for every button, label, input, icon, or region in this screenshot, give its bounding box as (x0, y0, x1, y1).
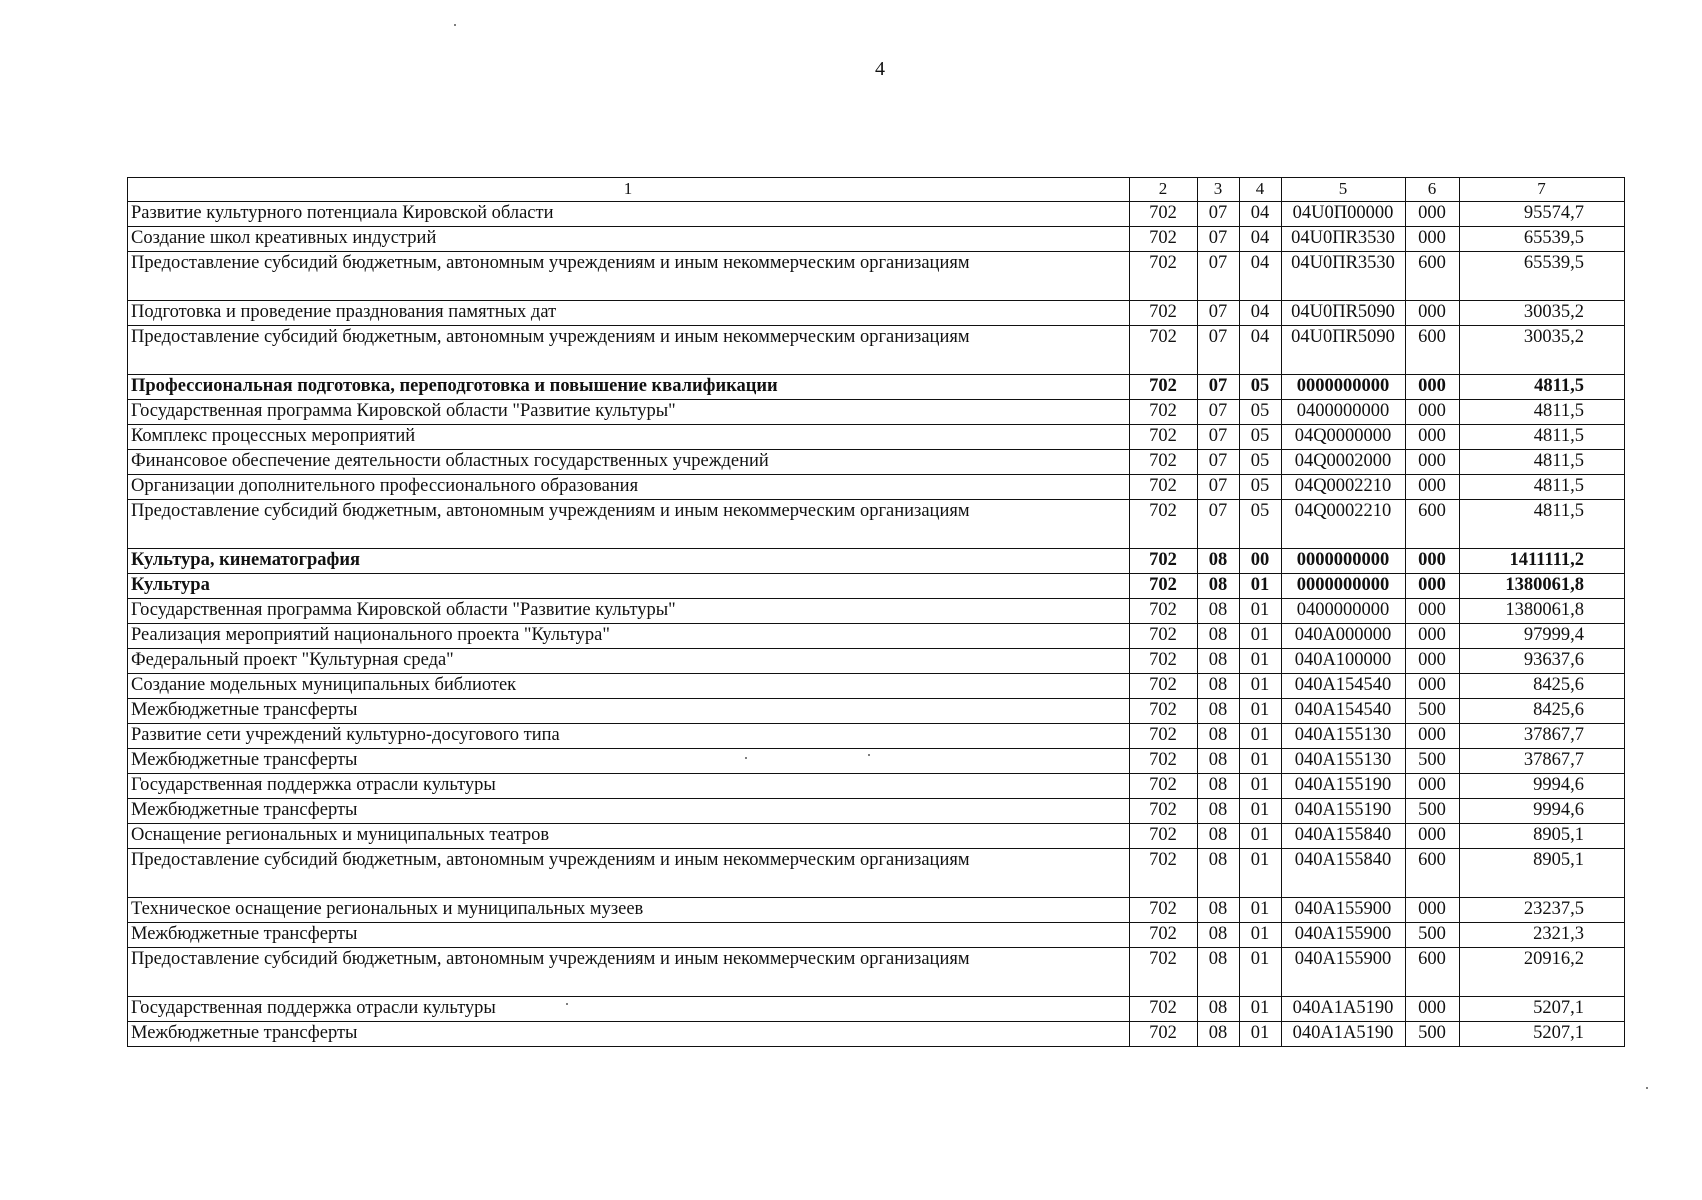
cell-col2: 702 (1130, 724, 1198, 749)
cell-col4: 04 (1240, 326, 1282, 375)
cell-col5: 040A000000 (1282, 624, 1406, 649)
cell-col2: 702 (1130, 948, 1198, 997)
cell-name: Государственная поддержка отрасли культуры (128, 774, 1130, 799)
cell-col2: 702 (1130, 400, 1198, 425)
table-row (128, 724, 1625, 749)
cell-col2: 702 (1130, 599, 1198, 624)
cell-name: Межбюджетные трансферты (128, 1022, 1130, 1047)
header-cell-7: 7 (1460, 178, 1625, 202)
cell-col6: 500 (1406, 749, 1460, 774)
cell-col6: 000 (1406, 425, 1460, 450)
cell-col4: 05 (1240, 400, 1282, 425)
cell-name: Организации дополнительного профессионального образования (128, 475, 1130, 500)
cell-col3: 07 (1198, 202, 1240, 227)
cell-col3: 07 (1198, 301, 1240, 326)
cell-col5: 040A155900 (1282, 948, 1406, 997)
table-row (128, 326, 1625, 375)
cell-col5: 04Q0002210 (1282, 475, 1406, 500)
cell-name: Подготовка и проведение празднования памятных дат (128, 301, 1130, 326)
cell-col2: 702 (1130, 674, 1198, 699)
cell-col2: 702 (1130, 252, 1198, 301)
cell-col2: 702 (1130, 475, 1198, 500)
cell-col3: 08 (1198, 574, 1240, 599)
cell-col4: 04 (1240, 202, 1282, 227)
cell-col6: 500 (1406, 699, 1460, 724)
cell-amount: 5207,1 (1460, 1022, 1625, 1047)
cell-col6: 000 (1406, 450, 1460, 475)
cell-name: Предоставление субсидий бюджетным, автономным учреждениям и иным некоммерческим организациям (128, 252, 1130, 301)
cell-amount: 8425,6 (1460, 674, 1625, 699)
cell-col4: 01 (1240, 898, 1282, 923)
cell-col6: 000 (1406, 202, 1460, 227)
cell-name: Предоставление субсидий бюджетным, автономным учреждениям и иным некоммерческим организациям (128, 849, 1130, 898)
table-row (128, 699, 1625, 724)
cell-col2: 702 (1130, 500, 1198, 549)
cell-col2: 702 (1130, 1022, 1198, 1047)
cell-amount: 95574,7 (1460, 202, 1625, 227)
cell-amount: 37867,7 (1460, 724, 1625, 749)
cell-col5: 04Q0002210 (1282, 500, 1406, 549)
table-row (128, 997, 1625, 1022)
cell-col4: 01 (1240, 724, 1282, 749)
cell-col4: 01 (1240, 1022, 1282, 1047)
cell-col2: 702 (1130, 326, 1198, 375)
cell-col3: 07 (1198, 252, 1240, 301)
cell-col3: 07 (1198, 400, 1240, 425)
scan-speck (868, 754, 870, 756)
cell-col6: 000 (1406, 774, 1460, 799)
cell-col5: 04U0ПR3530 (1282, 252, 1406, 301)
cell-col4: 01 (1240, 749, 1282, 774)
cell-col2: 702 (1130, 202, 1198, 227)
cell-amount: 93637,6 (1460, 649, 1625, 674)
cell-name: Предоставление субсидий бюджетным, автономным учреждениям и иным некоммерческим организациям (128, 500, 1130, 549)
table-row (128, 375, 1625, 400)
cell-col3: 08 (1198, 699, 1240, 724)
cell-col3: 08 (1198, 849, 1240, 898)
cell-col6: 500 (1406, 799, 1460, 824)
scan-speck (566, 1003, 568, 1005)
cell-name: Государственная программа Кировской области "Развитие культуры" (128, 400, 1130, 425)
cell-col6: 600 (1406, 500, 1460, 549)
cell-amount: 4811,5 (1460, 500, 1625, 549)
cell-col4: 01 (1240, 997, 1282, 1022)
cell-col3: 08 (1198, 824, 1240, 849)
cell-name: Профессиональная подготовка, переподготовка и повышение квалификации (128, 375, 1130, 400)
table-row (128, 500, 1625, 549)
scan-speck (745, 757, 747, 759)
cell-col6: 600 (1406, 326, 1460, 375)
cell-col3: 07 (1198, 375, 1240, 400)
cell-col4: 01 (1240, 849, 1282, 898)
cell-col4: 01 (1240, 674, 1282, 699)
cell-col4: 05 (1240, 450, 1282, 475)
cell-col2: 702 (1130, 849, 1198, 898)
cell-col6: 000 (1406, 549, 1460, 574)
cell-col5: 040A155840 (1282, 849, 1406, 898)
cell-col4: 01 (1240, 799, 1282, 824)
cell-col4: 05 (1240, 375, 1282, 400)
table-row (128, 227, 1625, 252)
cell-col4: 00 (1240, 549, 1282, 574)
header-cell-6: 6 (1406, 178, 1460, 202)
cell-col3: 07 (1198, 326, 1240, 375)
cell-amount: 23237,5 (1460, 898, 1625, 923)
cell-name: Комплекс процессных мероприятий (128, 425, 1130, 450)
cell-col3: 07 (1198, 425, 1240, 450)
cell-col3: 08 (1198, 724, 1240, 749)
cell-col5: 040A1A5190 (1282, 997, 1406, 1022)
cell-name: Создание модельных муниципальных библиотек (128, 674, 1130, 699)
cell-col5: 04Q0002000 (1282, 450, 1406, 475)
cell-col2: 702 (1130, 649, 1198, 674)
cell-name: Межбюджетные трансферты (128, 799, 1130, 824)
page-number: 4 (875, 58, 885, 80)
cell-amount: 8905,1 (1460, 824, 1625, 849)
cell-amount: 1380061,8 (1460, 599, 1625, 624)
cell-col6: 000 (1406, 624, 1460, 649)
cell-col4: 04 (1240, 252, 1282, 301)
cell-amount: 1380061,8 (1460, 574, 1625, 599)
table-row (128, 749, 1625, 774)
cell-col6: 000 (1406, 898, 1460, 923)
cell-col4: 01 (1240, 599, 1282, 624)
table-row (128, 624, 1625, 649)
cell-amount: 9994,6 (1460, 799, 1625, 824)
cell-col5: 04U0ПR5090 (1282, 301, 1406, 326)
cell-col3: 07 (1198, 450, 1240, 475)
table-row (128, 1022, 1625, 1047)
cell-name: Предоставление субсидий бюджетным, автономным учреждениям и иным некоммерческим организациям (128, 326, 1130, 375)
table-header-row (128, 178, 1625, 202)
table-row (128, 599, 1625, 624)
cell-name: Межбюджетные трансферты (128, 923, 1130, 948)
cell-col2: 702 (1130, 227, 1198, 252)
cell-col2: 702 (1130, 624, 1198, 649)
cell-col5: 040A155900 (1282, 898, 1406, 923)
cell-col4: 04 (1240, 301, 1282, 326)
cell-col2: 702 (1130, 425, 1198, 450)
cell-col4: 01 (1240, 774, 1282, 799)
table-row (128, 923, 1625, 948)
table-row (128, 574, 1625, 599)
cell-name: Развитие культурного потенциала Кировской области (128, 202, 1130, 227)
cell-col4: 01 (1240, 699, 1282, 724)
cell-col6: 000 (1406, 574, 1460, 599)
cell-col2: 702 (1130, 450, 1198, 475)
cell-col5: 040A154540 (1282, 699, 1406, 724)
cell-col3: 08 (1198, 948, 1240, 997)
cell-col5: 040A155900 (1282, 923, 1406, 948)
cell-col6: 600 (1406, 948, 1460, 997)
cell-col6: 000 (1406, 724, 1460, 749)
table-row (128, 774, 1625, 799)
cell-col3: 08 (1198, 749, 1240, 774)
cell-col6: 000 (1406, 599, 1460, 624)
cell-name: Создание школ креативных индустрий (128, 227, 1130, 252)
cell-col3: 08 (1198, 624, 1240, 649)
cell-col2: 702 (1130, 699, 1198, 724)
header-cell-5: 5 (1282, 178, 1406, 202)
cell-amount: 20916,2 (1460, 948, 1625, 997)
cell-amount: 4811,5 (1460, 450, 1625, 475)
cell-col5: 040A154540 (1282, 674, 1406, 699)
cell-col6: 000 (1406, 824, 1460, 849)
cell-col5: 040A155840 (1282, 824, 1406, 849)
cell-col2: 702 (1130, 799, 1198, 824)
cell-col2: 702 (1130, 774, 1198, 799)
cell-col4: 01 (1240, 948, 1282, 997)
cell-col2: 702 (1130, 375, 1198, 400)
table-row (128, 799, 1625, 824)
cell-col6: 000 (1406, 400, 1460, 425)
cell-col5: 040A155190 (1282, 799, 1406, 824)
cell-name: Федеральный проект "Культурная среда" (128, 649, 1130, 674)
cell-amount: 4811,5 (1460, 425, 1625, 450)
cell-name: Межбюджетные трансферты (128, 749, 1130, 774)
cell-name: Техническое оснащение региональных и муниципальных музеев (128, 898, 1130, 923)
cell-amount: 5207,1 (1460, 997, 1625, 1022)
cell-amount: 2321,3 (1460, 923, 1625, 948)
table-row (128, 475, 1625, 500)
cell-col5: 0400000000 (1282, 400, 1406, 425)
cell-amount: 1411111,2 (1460, 549, 1625, 574)
cell-col3: 08 (1198, 1022, 1240, 1047)
cell-col4: 05 (1240, 425, 1282, 450)
cell-col5: 04U0П00000 (1282, 202, 1406, 227)
cell-name: Культура (128, 574, 1130, 599)
cell-name: Оснащение региональных и муниципальных театров (128, 824, 1130, 849)
cell-col2: 702 (1130, 749, 1198, 774)
cell-amount: 65539,5 (1460, 227, 1625, 252)
cell-amount: 8905,1 (1460, 849, 1625, 898)
cell-col3: 08 (1198, 549, 1240, 574)
table-row (128, 824, 1625, 849)
cell-col4: 01 (1240, 824, 1282, 849)
table-row (128, 849, 1625, 898)
cell-col5: 04U0ПR5090 (1282, 326, 1406, 375)
cell-col5: 0400000000 (1282, 599, 1406, 624)
cell-amount: 65539,5 (1460, 252, 1625, 301)
cell-col5: 040A1A5190 (1282, 1022, 1406, 1047)
cell-name: Финансовое обеспечение деятельности областных государственных учреждений (128, 450, 1130, 475)
cell-col6: 500 (1406, 1022, 1460, 1047)
cell-col3: 08 (1198, 923, 1240, 948)
cell-col5: 04Q0000000 (1282, 425, 1406, 450)
cell-amount: 4811,5 (1460, 375, 1625, 400)
cell-col5: 040A155130 (1282, 749, 1406, 774)
table-row (128, 649, 1625, 674)
cell-col6: 600 (1406, 252, 1460, 301)
cell-col4: 01 (1240, 649, 1282, 674)
cell-amount: 8425,6 (1460, 699, 1625, 724)
cell-col6: 000 (1406, 649, 1460, 674)
cell-col3: 08 (1198, 774, 1240, 799)
cell-col2: 702 (1130, 824, 1198, 849)
cell-col5: 0000000000 (1282, 574, 1406, 599)
cell-col5: 040A155130 (1282, 724, 1406, 749)
cell-col3: 07 (1198, 500, 1240, 549)
cell-col6: 500 (1406, 923, 1460, 948)
cell-col4: 04 (1240, 227, 1282, 252)
table-row (128, 898, 1625, 923)
table-row (128, 674, 1625, 699)
cell-col2: 702 (1130, 923, 1198, 948)
cell-col6: 000 (1406, 375, 1460, 400)
cell-name: Предоставление субсидий бюджетным, автономным учреждениям и иным некоммерческим организациям (128, 948, 1130, 997)
cell-col4: 01 (1240, 923, 1282, 948)
cell-col4: 05 (1240, 500, 1282, 549)
cell-amount: 30035,2 (1460, 326, 1625, 375)
cell-amount: 37867,7 (1460, 749, 1625, 774)
table-row (128, 948, 1625, 997)
cell-col4: 05 (1240, 475, 1282, 500)
scan-speck (1646, 1087, 1648, 1089)
table-row (128, 450, 1625, 475)
cell-col3: 07 (1198, 475, 1240, 500)
table-row (128, 301, 1625, 326)
cell-col5: 040A155190 (1282, 774, 1406, 799)
table-row (128, 202, 1625, 227)
cell-col6: 000 (1406, 674, 1460, 699)
cell-col2: 702 (1130, 301, 1198, 326)
cell-col3: 08 (1198, 898, 1240, 923)
cell-col5: 04U0ПR3530 (1282, 227, 1406, 252)
cell-col4: 01 (1240, 574, 1282, 599)
cell-col6: 600 (1406, 849, 1460, 898)
cell-name: Развитие сети учреждений культурно-досугового типа (128, 724, 1130, 749)
cell-col2: 702 (1130, 997, 1198, 1022)
cell-name: Государственная программа Кировской области "Развитие культуры" (128, 599, 1130, 624)
cell-col2: 702 (1130, 898, 1198, 923)
cell-name: Реализация мероприятий национального проекта "Культура" (128, 624, 1130, 649)
cell-col5: 0000000000 (1282, 375, 1406, 400)
cell-name: Межбюджетные трансферты (128, 699, 1130, 724)
cell-col3: 08 (1198, 674, 1240, 699)
cell-amount: 9994,6 (1460, 774, 1625, 799)
table-row (128, 549, 1625, 574)
cell-col2: 702 (1130, 549, 1198, 574)
budget-table-body (128, 178, 1625, 1047)
table-row (128, 425, 1625, 450)
header-cell-4: 4 (1240, 178, 1282, 202)
cell-col6: 000 (1406, 301, 1460, 326)
cell-col6: 000 (1406, 475, 1460, 500)
header-cell-2: 2 (1130, 178, 1198, 202)
table-row (128, 252, 1625, 301)
cell-amount: 30035,2 (1460, 301, 1625, 326)
cell-col3: 07 (1198, 227, 1240, 252)
cell-col6: 000 (1406, 997, 1460, 1022)
cell-amount: 4811,5 (1460, 475, 1625, 500)
header-cell-1: 1 (128, 178, 1130, 202)
cell-col3: 08 (1198, 599, 1240, 624)
cell-col5: 040A100000 (1282, 649, 1406, 674)
cell-col5: 0000000000 (1282, 549, 1406, 574)
cell-col4: 01 (1240, 624, 1282, 649)
table-row (128, 400, 1625, 425)
cell-col3: 08 (1198, 997, 1240, 1022)
cell-amount: 4811,5 (1460, 400, 1625, 425)
cell-col3: 08 (1198, 649, 1240, 674)
cell-name: Культура, кинематография (128, 549, 1130, 574)
cell-name: Государственная поддержка отрасли культуры (128, 997, 1130, 1022)
budget-table (127, 177, 1625, 1047)
cell-col2: 702 (1130, 574, 1198, 599)
cell-col3: 08 (1198, 799, 1240, 824)
cell-amount: 97999,4 (1460, 624, 1625, 649)
cell-col6: 000 (1406, 227, 1460, 252)
header-cell-3: 3 (1198, 178, 1240, 202)
scan-speck (454, 24, 456, 26)
